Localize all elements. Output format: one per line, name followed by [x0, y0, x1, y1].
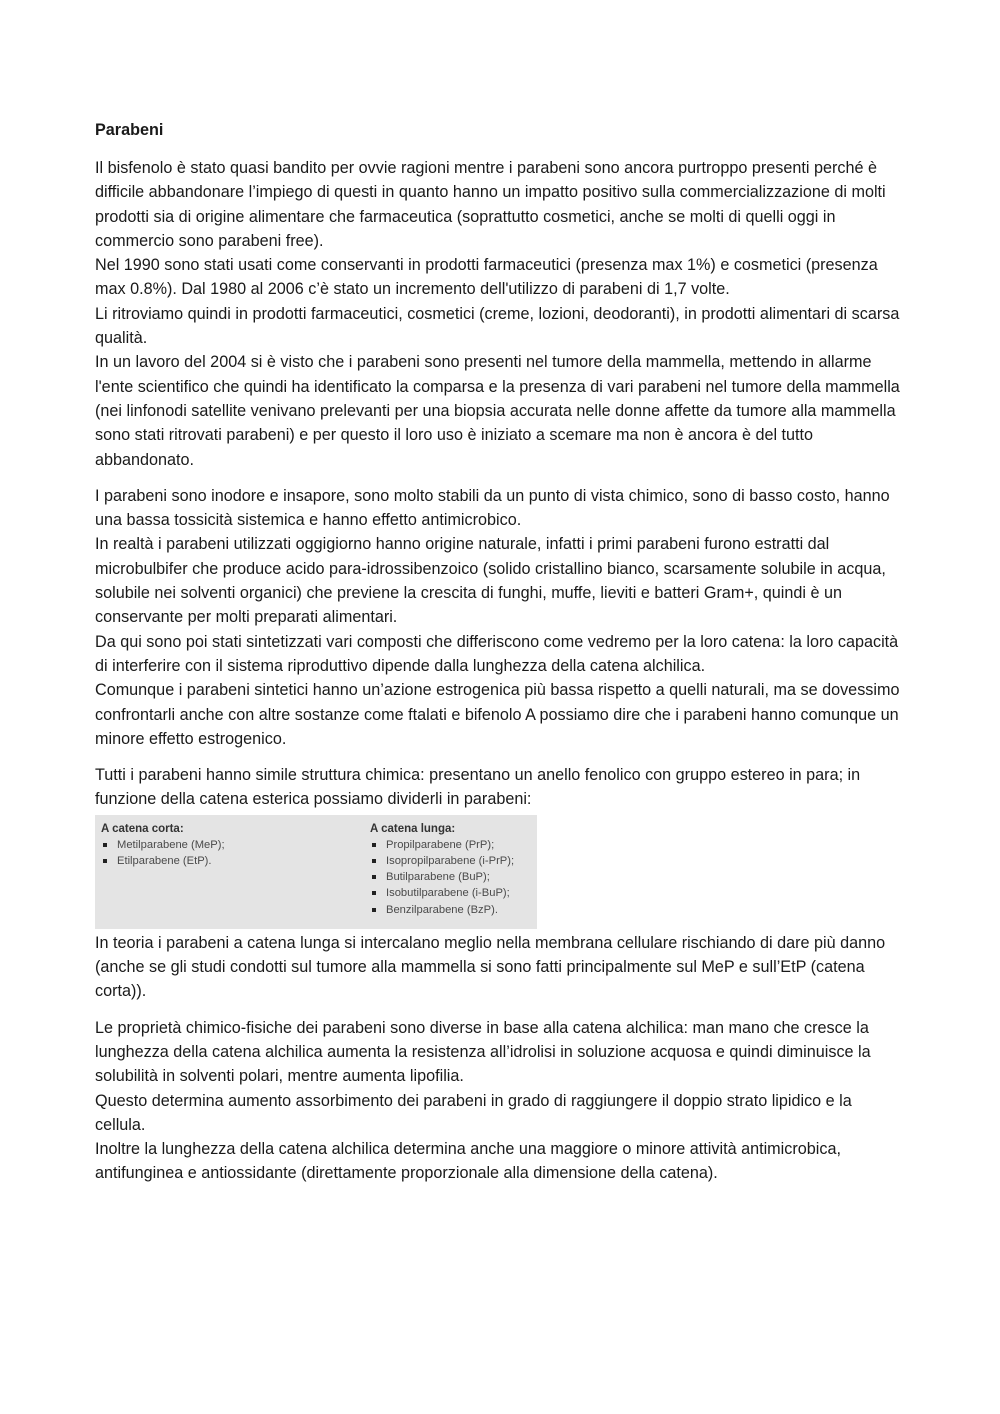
bullet-icon [103, 859, 107, 863]
bullet-icon [103, 843, 107, 847]
paragraph-text: Li ritroviamo quindi in prodotti farmaceutici, cosmetici (creme, lozioni, deodoranti), in prodotti alimentari di scarsa qualità. [95, 304, 900, 348]
paragraph-text: Inoltre la lunghezza della catena alchilica determina anche una maggiore o minore attività antimicrobica, antifunginea e antiossidante (direttamente proporzionale alla dimensione della catena). [95, 1140, 841, 1183]
paragraph-text: Da qui sono poi stati sintetizzati vari composti che differiscono come vedremo per la loro catena: la loro capacità di interferire con il sistema riproduttivo dipende dalla lunghezza della catena alchilica. [95, 632, 899, 675]
paragraph-text: Comunque i parabeni sintetici hanno un’azione estrogenica più bassa rispetto a quelli naturali, ma se dovessimo confrontarli anche con altre sostanze come ftalati e bifenolo A possiamo dire che i parabeni hanno comunque un minore effetto estrogenico. [95, 681, 900, 748]
list-item [370, 837, 514, 853]
paragraph-text: Nel 1990 sono stati usati come conservanti in prodotti farmaceutici (presenza max 1%) e cosmetici (presenza max 0.8%). Dal 1980 al 2006 c’è stato un incremento dell'utilizzo di parabeni di 1,7 volte. [95, 256, 878, 299]
list-item [370, 885, 514, 901]
paragraph-section-1 [95, 156, 905, 472]
paragraph-text: Il bisfenolo è stato quasi bandito per ovvie ragioni mentre i parabeni sono ancora purtroppo presenti perché è difficile abbandonare l’impiego di questi in quanto hanno un impatto positivo sulla commercializzazione di molti prodotti sia di origine alimentare che farmaceutica (soprattutto cosmetici, anche se molti di quelli oggi in commercio sono parabeni free). [95, 159, 886, 250]
bullet-icon [372, 908, 376, 912]
long-chain-heading: A catena lunga: [370, 822, 456, 835]
paragraph-text: In un lavoro del 2004 si è visto che i parabeni sono presenti nel tumore della mammella, mettendo in allarme l'ente scientifico che quindi ha identificato la comparsa e la presenza di vari parabeni nel tumore della mammella (nei linfonodi satellite venivano prelevanti per una biopsia accurata nelle donne affette da tumore alla mammella sono stati ritrovati parabeni) e per questo il loro uso è iniziato a scemare ma non è ancora è del tutto abbandonato. [95, 353, 900, 469]
document-page [95, 118, 905, 1198]
short-chain-heading: A catena corta: [101, 822, 184, 835]
paragraph-section-2 [95, 484, 905, 751]
paragraph-text: Tutti i parabeni hanno simile struttura chimica: presentano un anello fenolico con gruppo estereo in para; in funzione della catena esterica possiamo dividerli in parabeni: [95, 766, 861, 809]
paraben-classification-figure [95, 815, 537, 929]
list-item [370, 853, 514, 869]
paragraph-text: In realtà i parabeni utilizzati oggigiorno hanno origine naturale, infatti i primi parabeni furono estratti dal microbulbifer che produce acido para-idrossibenzoico (solido cristallino bianco, scarsamente solubile in acqua, solubile nei solventi organici) che previene la crescita di funghi, muffe, lieviti e batteri Gram+, quindi è un conservante per molti preparati alimentari. [95, 535, 886, 627]
paragraph-text: Questo determina aumento assorbimento dei parabeni in grado di raggiungere il doppio strato lipidico e la cellula. [95, 1091, 852, 1134]
list-item-label: Isobutilparabene (i-BuP); [386, 887, 510, 900]
paragraph-text: I parabeni sono inodore e insapore, sono molto stabili da un punto di vista chimico, sono di basso costo, hanno una bassa tossicità sistemica e hanno effetto antimicrobico. [95, 486, 890, 530]
list-item [370, 902, 514, 918]
bullet-icon [372, 843, 376, 847]
bullet-icon [372, 891, 376, 895]
bullet-icon [372, 859, 376, 863]
long-chain-list [370, 837, 514, 918]
list-item [101, 853, 225, 869]
short-chain-list [101, 837, 225, 869]
short-chain-column [101, 821, 225, 869]
paragraph-text: Le proprietà chimico-fisiche dei parabeni sono diverse in base alla catena alchilica: man mano che cresce la lunghezza della catena alchilica aumenta la resistenza all’idrolisi in soluzione acquosa e quindi diminuisce la solubilità in solventi polari, mentre aumenta lipofilia. [95, 1018, 871, 1086]
list-item-label: Etilparabene (EtP). [117, 854, 212, 867]
list-item-label: Propilparabene (PrP); [386, 838, 495, 851]
list-item-label: Isopropilparabene (i-PrP); [386, 854, 515, 867]
document-title: Parabeni [95, 121, 164, 139]
long-chain-column [370, 821, 514, 918]
list-item [101, 837, 225, 853]
paragraph-text: In teoria i parabeni a catena lunga si intercalano meglio nella membrana cellulare rischiando di dare più danno (anche se gli studi condotti sul tumore alla mammella si sono fatti principalmente sul MeP e sull’EtP (catena corta)). [95, 933, 886, 1001]
list-item-label: Butilparabene (BuP); [386, 871, 490, 884]
paragraph-section-3-continued [95, 931, 905, 1004]
list-item-label: Benzilparabene (BzP). [386, 903, 498, 916]
list-item [370, 869, 514, 885]
paragraph-section-3 [95, 763, 905, 812]
paragraph-section-4 [95, 1016, 905, 1186]
bullet-icon [372, 875, 376, 879]
list-item-label: Metilparabene (MeP); [117, 838, 225, 851]
